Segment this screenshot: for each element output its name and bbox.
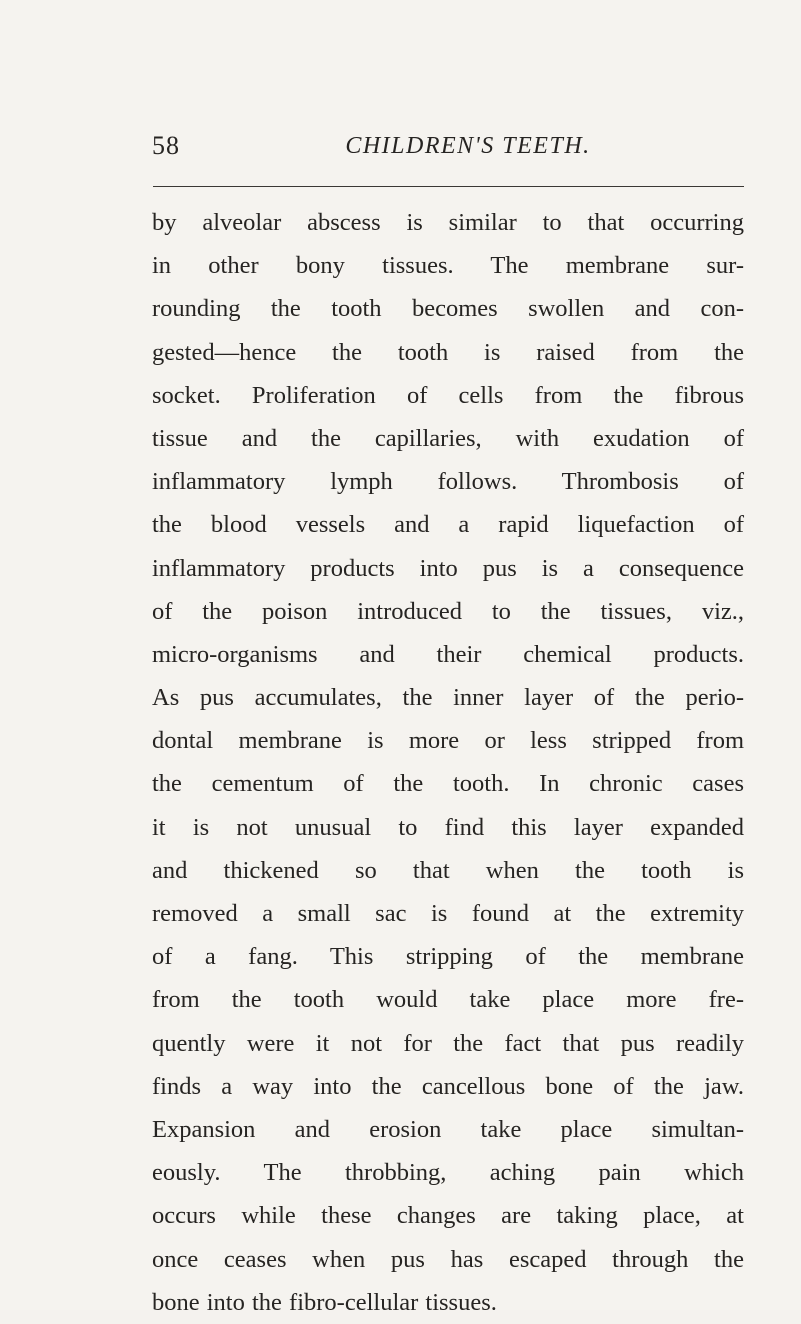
- text-line: of a fang. This stripping of the membrane: [152, 943, 744, 971]
- text-line: quently were it not for the fact that pus readily: [152, 1029, 744, 1057]
- text-line: As pus accumulates, the inner layer of the perio-: [152, 684, 744, 712]
- text-line: inflammatory products into pus is a consequence: [152, 554, 744, 582]
- text-line: inflammatory lymph follows. Thrombosis of: [152, 468, 744, 496]
- body-paragraph: [152, 201, 744, 1324]
- text-line: tissue and the capillaries, with exudation of: [152, 424, 744, 452]
- running-head: [152, 128, 744, 164]
- text-line: socket. Proliferation of cells from the fibrous: [152, 381, 744, 409]
- text-line: gested—hence the tooth is raised from the: [152, 338, 744, 366]
- text-line: removed a small sac is found at the extremity: [152, 900, 744, 927]
- text-line: it is not unusual to find this layer expanded: [152, 813, 744, 841]
- text-line: Expansion and erosion take place simultan-: [152, 1115, 744, 1143]
- text-line: occurs while these changes are taking place, at: [152, 1202, 744, 1230]
- text-line: rounding the tooth becomes swollen and con-: [152, 295, 744, 323]
- text-line: once ceases when pus has escaped through the: [152, 1245, 744, 1273]
- page-number: 58: [152, 131, 180, 160]
- text-line: in other bony tissues. The membrane sur-: [152, 252, 744, 280]
- text-line: from the tooth would take place more fre-: [152, 986, 744, 1014]
- text-line: dontal membrane is more or less stripped from: [152, 727, 744, 755]
- text-line: bone into the fibro-cellular tissues.: [152, 1288, 497, 1316]
- text-line: by alveolar abscess is similar to that occurring: [152, 209, 744, 236]
- text-line: the blood vessels and a rapid liquefaction of: [152, 511, 744, 539]
- text-line: finds a way into the cancellous bone of the jaw.: [152, 1072, 744, 1100]
- header-rule: [153, 186, 744, 187]
- text-line: the cementum of the tooth. In chronic cases: [152, 770, 744, 798]
- text-line: micro-organisms and their chemical products.: [152, 640, 744, 668]
- running-title: CHILDREN'S TEETH.: [345, 133, 591, 159]
- text-line: eously. The throbbing, aching pain which: [152, 1159, 744, 1187]
- text-line: of the poison introduced to the tissues, viz.,: [152, 597, 744, 625]
- text-line: and thickened so that when the tooth is: [152, 856, 744, 884]
